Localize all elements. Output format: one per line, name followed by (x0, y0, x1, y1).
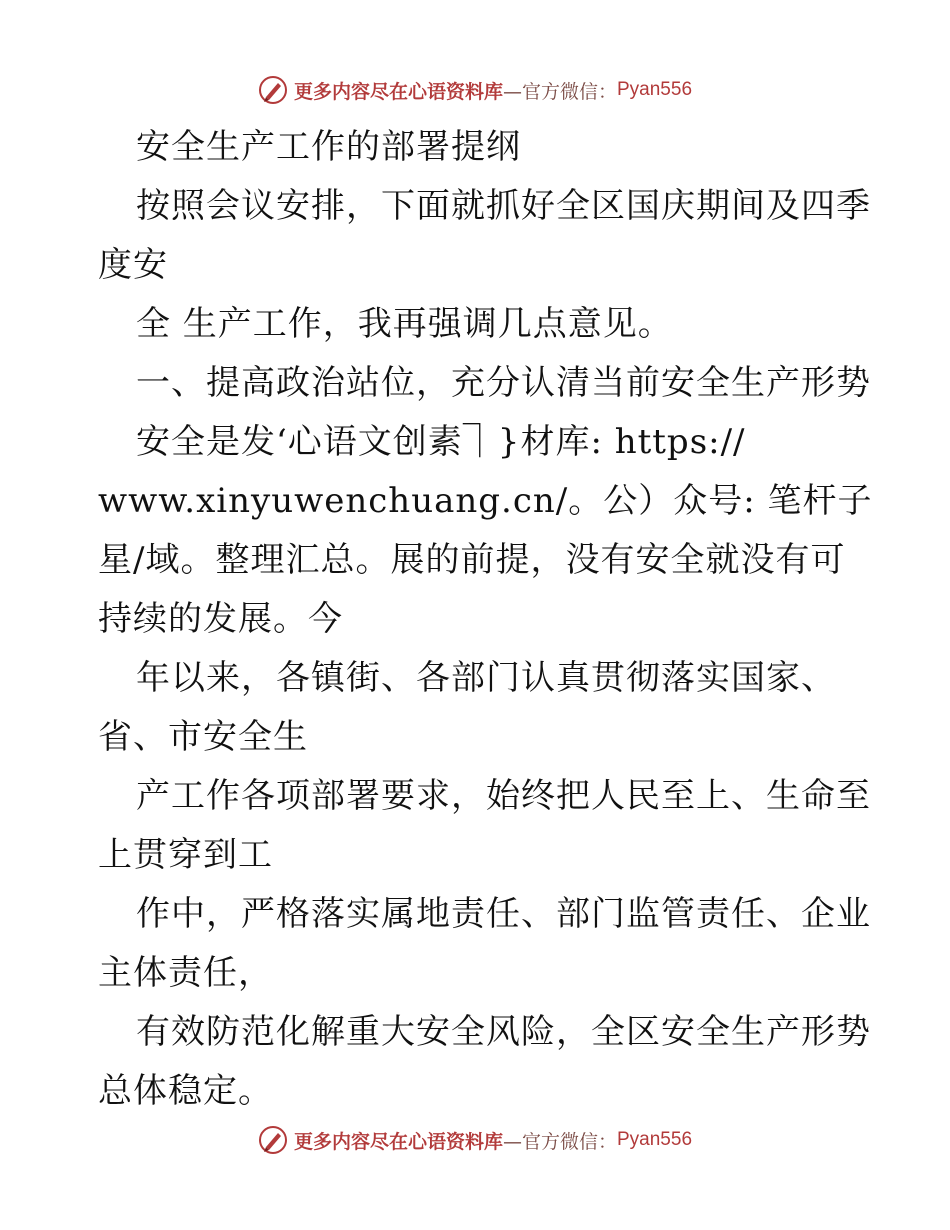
doc-line: 按照会议安排，下面就抓好全区国庆期间及四季 (136, 186, 871, 226)
doc-title: 安全生产工作的部署提纲 (136, 127, 521, 167)
doc-line: 持续的发展。今 (98, 599, 343, 639)
pen-logo-icon (258, 1125, 288, 1155)
doc-line: 上贯穿到工 (98, 835, 273, 875)
doc-line: 星/域。整理汇总。展的前提，没有安全就没有可 (98, 540, 846, 580)
doc-line: 度安 (98, 245, 168, 285)
document-body (98, 118, 873, 1121)
doc-line: 安全是发‘心语文创素⏋}材库: https:// (136, 422, 746, 462)
banner-dash-label: —官方微信： (502, 80, 617, 103)
banner-wechat-id: Pyan556 (617, 79, 693, 100)
banner-title: 更多内容尽在心语资料库 (293, 1130, 503, 1153)
header-banner (0, 70, 950, 110)
pen-logo-icon (258, 75, 288, 105)
doc-line: 产工作各项部署要求，始终把人民至上、生命至 (136, 776, 871, 816)
banner-dash-label: —官方微信： (502, 1130, 617, 1153)
doc-line: 主体责任， (98, 953, 273, 993)
footer-banner (0, 1120, 950, 1160)
banner-wechat-id: Pyan556 (617, 1129, 693, 1150)
doc-line: 作中，严格落实属地责任、部门监管责任、企业 (136, 894, 871, 934)
doc-line: 省、市安全生 (98, 717, 308, 757)
banner-title: 更多内容尽在心语资料库 (293, 80, 503, 103)
doc-line: 全 生产工作，我再强调几点意见。 (136, 304, 673, 344)
doc-line: 总体稳定。 (98, 1071, 273, 1111)
section-heading: 一、提高政治站位，充分认清当前安全生产形势 (136, 363, 871, 403)
doc-line: 年以来，各镇街、各部门认真贯彻落实国家、 (136, 658, 836, 698)
doc-line: www.xinyuwenchuang.cn/。公）众号: 笔杆子 (98, 481, 873, 521)
doc-line: 有效防范化解重大安全风险，全区安全生产形势 (136, 1012, 871, 1052)
